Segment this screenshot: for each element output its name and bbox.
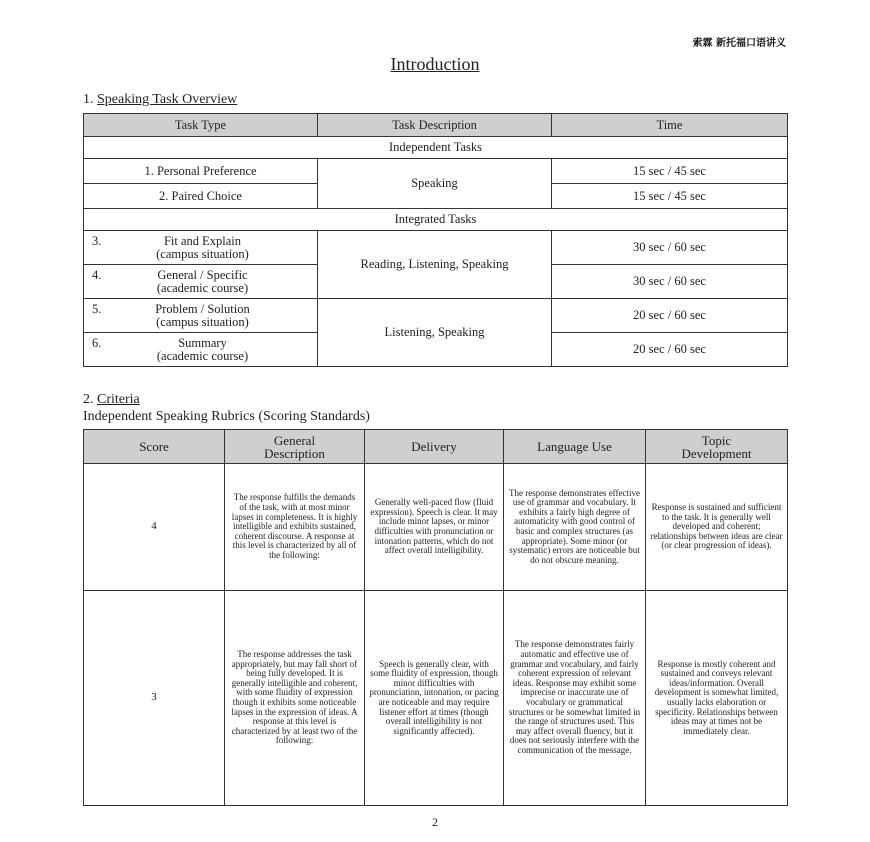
task-description: Listening, Speaking (318, 299, 552, 367)
col-time: Time (552, 114, 788, 137)
table-row (84, 231, 788, 265)
task-type: 1. Personal Preference (84, 159, 318, 184)
task-number: 6. (92, 335, 102, 350)
col-score: Score (84, 430, 225, 464)
task-time: 30 sec / 60 sec (552, 231, 788, 265)
task-type (84, 231, 318, 265)
section2-number: 2. (83, 392, 94, 407)
task-time: 30 sec / 60 sec (552, 265, 788, 299)
topic-development-cell: Response is sustained and sufficient to the task. It is generally well developed and coherent; relationships between ideas are clear (or clear progression of ideas). (646, 464, 788, 591)
topic-development-cell: Response is mostly coherent and sustained and conveys relevant ideas/information. Overall development is somewhat limited, usually lacks elaboration or specificity. Relationships between ideas may at times not be immediately clear. (646, 591, 788, 806)
section1-title: Speaking Task Overview (97, 92, 238, 107)
group-row-integrated (84, 209, 788, 231)
col-general-description: General Description (225, 430, 365, 464)
col-topic-development: Topic Development (646, 430, 788, 464)
page-number: 2 (432, 815, 438, 829)
section1-heading (83, 92, 237, 108)
section2-subheading: Independent Speaking Rubrics (Scoring Standards) (83, 409, 370, 424)
col-language-use: Language Use (504, 430, 646, 464)
general-description-cell: The response addresses the task appropriately, but may fall short of being fully developed. It is generally intelligible and coherent, with some fluidity of expression though it exhibits some noticeable lapses in the expression of ideas. A response at this level is characterized by at least two of the following: (225, 591, 365, 806)
task-description: Reading, Listening, Speaking (318, 231, 552, 299)
task-number: 4. (92, 267, 102, 282)
table-header-row (84, 430, 788, 464)
general-description-cell: The response fulfills the demands of the task, with at most minor lapses in completeness. It is highly intelligible and exhibits sustained, coherent discourse. A response at this level is characterized by all of the following: (225, 464, 365, 591)
task-name: Fit and Explain (163, 233, 242, 248)
score-value: 3 (84, 591, 225, 806)
col-task-type: Task Type (84, 114, 318, 137)
col-delivery: Delivery (365, 430, 504, 464)
task-type (84, 333, 318, 367)
delivery-cell: Speech is generally clear, with some fluidity of expression, though minor difficulties with pronunciation, intonation, or pacing are noticeable and may require listener effort at times (though overall intelligibility is not significantly affected). (365, 591, 504, 806)
table-row (84, 299, 788, 333)
group-row-independent (84, 137, 788, 159)
task-type: 2. Paired Choice (84, 184, 318, 209)
task-time: 20 sec / 60 sec (552, 299, 788, 333)
task-context: (campus situation) (156, 246, 249, 261)
col-task-description: Task Description (318, 114, 552, 137)
table-row (84, 464, 788, 591)
task-context: (academic course) (156, 348, 249, 363)
table-row (84, 159, 788, 184)
group-label: Independent Tasks (84, 137, 788, 159)
section2-heading (83, 392, 140, 408)
task-name: Summary (178, 335, 227, 350)
task-type (84, 265, 318, 299)
group-label: Integrated Tasks (84, 209, 788, 231)
section1-number: 1. (83, 92, 94, 107)
language-use-cell: The response demonstrates fairly automatic and effective use of grammar and vocabulary, and fairly coherent expression of relevant ideas. Response may exhibit some imprecise or inaccurate use of vocabulary or grammatical structures or be somewhat limited in the range of structures used. This may affect overall fluency, but it does not seriously interfere with the communication of the message. (504, 591, 646, 806)
rubric-table (83, 429, 788, 806)
task-description: Speaking (318, 159, 552, 209)
task-overview-table (83, 113, 788, 367)
language-use-cell: The response demonstrates effective use of grammar and vocabulary. It exhibits a fairly high degree of automaticity with good control of basic and complex structures (as appropriate). Some minor (or systematic) errors are noticeable but do not obscure meaning. (504, 464, 646, 591)
header-brand: 索霖 新托福口语讲义 (692, 38, 786, 49)
task-type (84, 299, 318, 333)
task-name: Problem / Solution (155, 301, 250, 316)
task-number: 5. (92, 301, 102, 316)
score-value: 4 (84, 464, 225, 591)
task-name: General / Specific (157, 267, 248, 282)
task-time: 15 sec / 45 sec (552, 184, 788, 209)
page-title: Introduction (390, 54, 480, 74)
table-header-row (84, 114, 788, 137)
table-row (84, 591, 788, 806)
task-context: (academic course) (156, 280, 249, 295)
task-number: 3. (92, 233, 102, 248)
section2-title: Criteria (97, 392, 140, 407)
task-context: (campus situation) (156, 314, 249, 329)
task-time: 20 sec / 60 sec (552, 333, 788, 367)
task-time: 15 sec / 45 sec (552, 159, 788, 184)
delivery-cell: Generally well-paced flow (fluid expression). Speech is clear. It may include minor lapses, or minor difficulties with pronunciation or intonation patterns, which do not affect overall intelligibility. (365, 464, 504, 591)
